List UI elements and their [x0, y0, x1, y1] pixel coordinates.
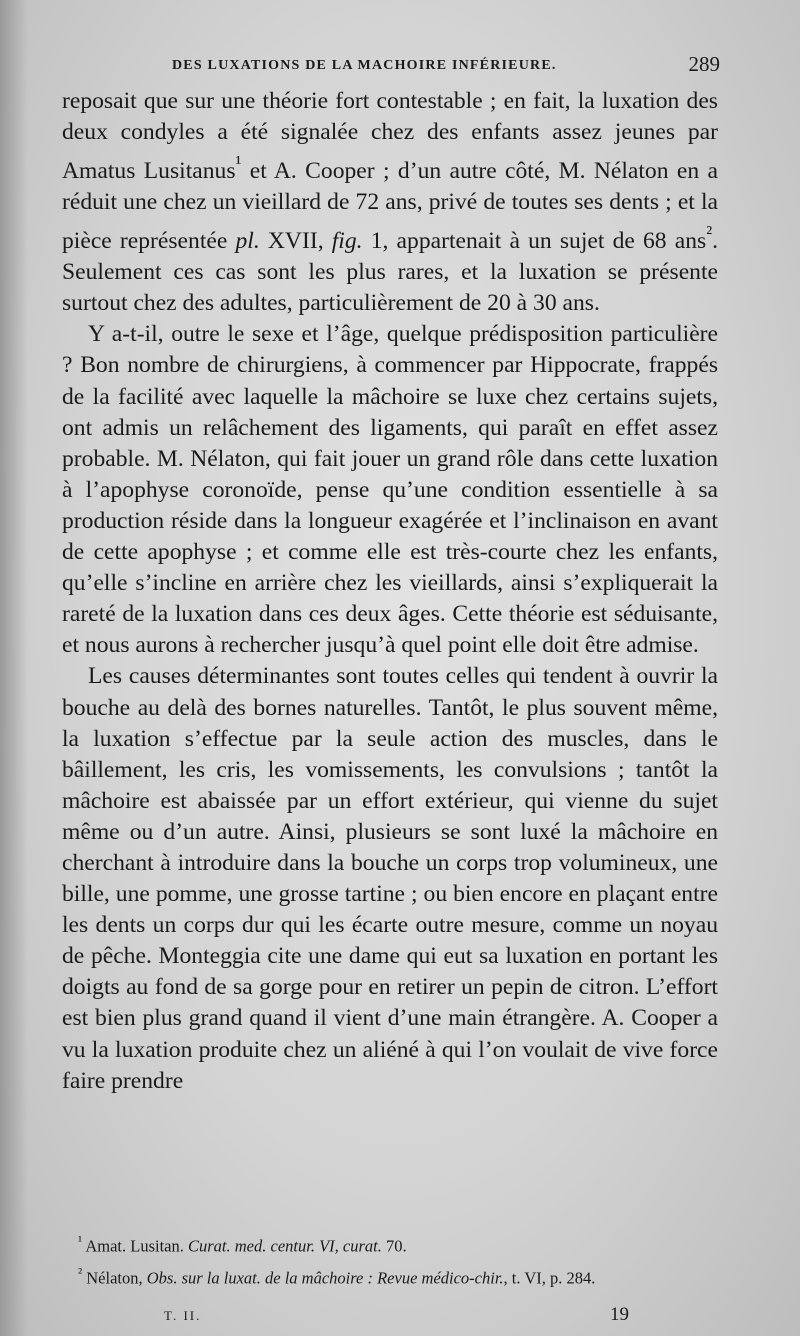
- paragraph-1-text-4: 1, appartenait à un sujet de 68 ans: [362, 228, 707, 255]
- footnote-1-text-1: Amat. Lusitan.: [82, 1236, 188, 1256]
- footnote-2-title: Obs. sur la luxat. de la mâchoire : Revue médico-chir.: [146, 1268, 504, 1287]
- volume-signature: T. II.: [164, 1308, 202, 1323]
- gutter-shadow: [0, 0, 28, 1336]
- footnote-ref-1: ¹: [235, 152, 242, 175]
- page-footer: [62, 1304, 662, 1328]
- footnotes: [62, 1228, 718, 1291]
- footnote-2-mark: ²: [78, 1264, 83, 1280]
- footnote-1: [62, 1228, 718, 1260]
- plate-reference: pl.: [235, 228, 260, 255]
- paragraph-1-text-1: reposait que sur une théorie fort contestable ; en fait, la luxation des deux condyles a été signalée chez des enfants assez jeunes par Amatus Lusitanus: [62, 88, 718, 185]
- footnote-1-mark: ¹: [78, 1233, 83, 1248]
- footnote-2-text-1: Nélaton,: [82, 1268, 147, 1287]
- footnote-ref-2: ²: [706, 222, 713, 245]
- paragraph-1: [62, 86, 718, 319]
- page-number: 289: [688, 52, 720, 76]
- footnote-1-text-2: 70.: [381, 1236, 407, 1256]
- sheet-number: 19: [610, 1304, 629, 1325]
- footnote-1-title: Curat. med. centur. VI, curat.: [188, 1236, 382, 1256]
- running-head: [60, 52, 720, 80]
- paragraph-2: Y a-t-il, outre le sexe et l’âge, quelque prédisposition particulière ? Bon nombre de chirurgiens, à commencer par Hippocrate, frappés de la facilité avec laquelle la mâchoire se luxe chez certains sujets, ont admis un relâchement des ligaments, qui paraît en effet assez probable. M. Nélaton, qui fait jouer un grand rôle dans cette luxation à l’apophyse coronoïde, pense qu’une condition essentielle à sa production réside dans la longueur exagérée et l’inclinaison en avant de cette apophyse ; et comme elle est très-courte chez les enfants, qu’elle s’incline en arrière chez les vieillards, ainsi s’expliquerait la rareté de la luxation dans ces deux âges. Cette théorie est séduisante, et nous aurons à rechercher jusqu’à quel point elle doit être admise.: [62, 321, 718, 659]
- body-text: [62, 86, 718, 1097]
- paragraph-1-text-5: . Seulement ces cas sont les plus rares, et la luxation se présente surtout chez des adultes, particulièrement de 20 à 30 ans.: [62, 228, 718, 317]
- paragraph-1-text-2: et A. Cooper ; d’un autre côté, M. Nélaton en a réduit une chez un vieillard de 72 ans, privé de toutes ses dents ; et la pièce représentée: [62, 158, 718, 255]
- paragraph-3: Les causes déterminantes sont toutes celles qui tendent à ouvrir la bouche au delà des bornes naturelles. Tantôt, le plus souvent même, la luxation s’effectue par la seule action des muscles, dans le bâillement, les cris, les vomissements, les convulsions ; tantôt la mâchoire est abaissée par un effort extérieur, qui vienne du sujet même ou d’un autre. Ainsi, plusieurs se sont luxé la mâchoire en cherchant à introduire dans la bouche un corps trop volumineux, une bille, une pomme, une grosse tartine ; ou bien encore en plaçant entre les dents un corps dur qui les écarte outre mesure, comme un noyau de pêche. Monteggia cite une dame qui eut sa luxation en portant les doigts au fond de sa gorge pour en retirer un pepin de citron. L’effort est bien plus grand quand il vient d’une main étrangère. A. Cooper a vu la luxation produite chez un aliéné à qui l’on voulait de vive force faire prendre: [62, 663, 718, 1094]
- paragraph-1-text-3: XVII,: [259, 228, 332, 255]
- footnote-2: [62, 1260, 718, 1292]
- figure-reference: fig.: [331, 228, 363, 255]
- running-title: DES LUXATIONS DE LA MACHOIRE INFÉRIEURE.: [172, 58, 557, 73]
- footnote-2-text-2: , t. VI, p. 284.: [503, 1268, 596, 1287]
